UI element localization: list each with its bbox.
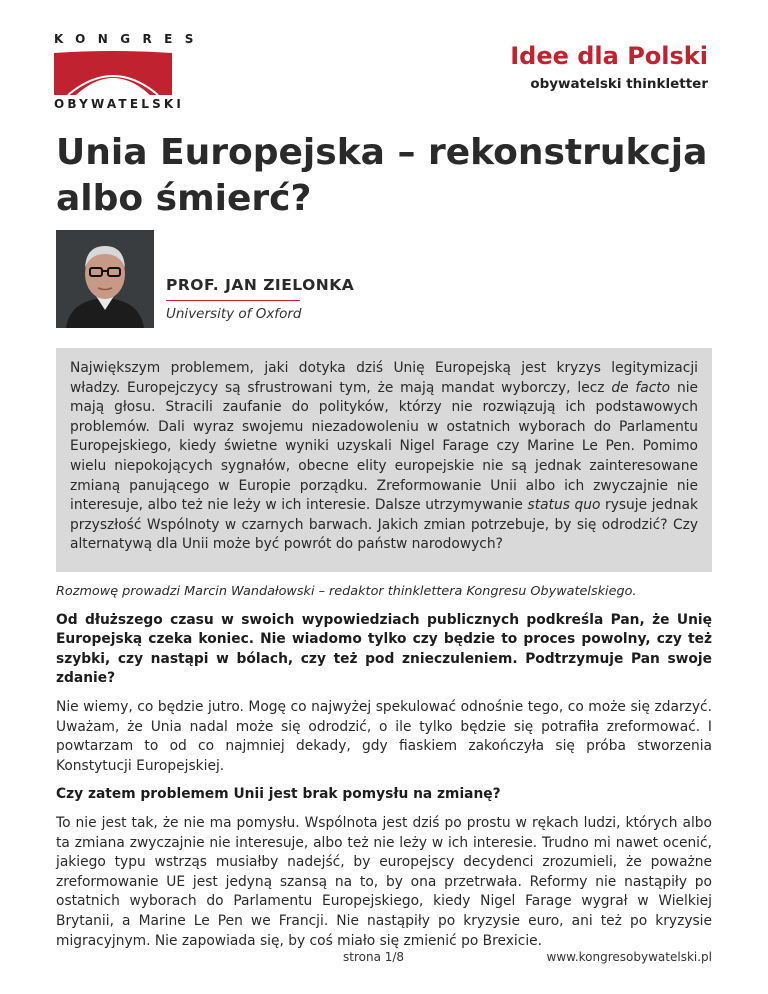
lead-text-2: nie mają głosu. Stracili zaufanie do polityków, którzy nie rozwiązują ich podstawowych problemów. Dali wyraz swojemu niezadowoleniu w ostatnich wyborach do Parlamentu Europejskiego, kiedy świetne wyniki uzyskali Nigel Farage czy Marine Le Pen. Pomimo wielu niepokojących sygnałów, obecne elity europejskie nie są jednak zainteresowane zmianą panującego w Europie porządku. Zreformowanie Unii albo ich zwyczajnie nie interesuje, albo też nie leży w ich interesie. Dalsze utrzymywanie [70, 379, 699, 514]
answer-2: To nie jest tak, że nie ma pomysłu. Wspólnota jest dziś po prostu w rękach ludzi, których albo ta zmiana zwyczajnie nie interesuje, albo też nie leży w ich interesie. Trudno mi nawet ocenić, jakiego typu wstrząs musiałby nadejść, by europejscy decydenci zrozumieli, że poważne zreformowanie UE jest jedyną szansą na to, by ona przetrwała. Reformy nie nastąpiły po ostatnich wyborach do Parlamentu Europejskiego, kiedy Nigel Farage wygrał w Wielkiej Brytanii, a Marine Le Pen we Francji. Nie nastąpiły po kryzysie euro, ani też po kryzysie migracyjnym. Nie zapowiada się, by coś miało się zmienić po Brexicie. [56, 814, 712, 949]
footer-url: www.kongresobywatelski.pl [546, 950, 712, 964]
series-header [510, 42, 708, 92]
question-1: Od dłuższego czasu w swoich wypowiedziach publicznych podkreśla Pan, że Unię Europejską czeka koniec. Nie wiadomo tylko czy będzie to proces powolny, czy też szybki, czy nastąpi w bólach, czy też pod znieczuleniem. Podtrzymuje Pan swoje zdanie? [56, 611, 712, 687]
author-affiliation: University of Oxford [166, 306, 302, 322]
author-divider [166, 300, 300, 301]
series-title: Idee dla Polski [510, 42, 708, 70]
author-name: PROF. JAN ZIELONKA [166, 276, 355, 294]
lead-text-1: Największym problemem, jaki dotyka dziś Unię Europejską jest kryzys legitymizacji władzy. Europejczycy są sfrustrowani tym, że mają mandat wyborczy, lecz [70, 360, 698, 396]
article-title: Unia Europejska – rekonstrukcja albo śmierć? [56, 132, 708, 219]
lead-text-3: rysuje jednak przyszłość Wspólnoty w czarnych barwach. Jakich zmian potrzebuje, by się odrodzić? Czy alternatywą dla Unii może być powrót do państw narodowych? [70, 497, 698, 553]
logo-arch-icon [54, 49, 172, 95]
author-portrait-icon [56, 230, 154, 328]
logo-top-text: KONGRES [54, 32, 206, 46]
lead-emphasis-1: de facto [611, 379, 671, 396]
lead-emphasis-2: status quo [527, 497, 601, 514]
series-subtitle: obywatelski thinkletter [530, 76, 708, 92]
logo [54, 32, 206, 111]
interviewer-note: Rozmowę prowadzi Marcin Wandałowski – redaktor thinklettera Kongresu Obywatelskiego. [56, 584, 637, 599]
answer-1: Nie wiemy, co będzie jutro. Mogę co najwyżej spekulować odnośnie tego, co może się zdarzyć. Uważam, że Unia nadal może się odrodzić, o ile tylko będzie się potrafiła zreformować. I powtarzam to od co najmniej dekady, gdy fiaskiem zakończyła się próba stworzenia Konstytucji Europejskiej. [56, 698, 712, 774]
question-2: Czy zatem problemem Unii jest brak pomysłu na zmianę? [56, 786, 501, 803]
page-number: strona 1/8 [343, 950, 405, 964]
lead-box [56, 348, 712, 572]
logo-bottom-text: OBYWATELSKI [54, 97, 185, 111]
article-body [56, 582, 712, 960]
lead-paragraph [70, 359, 698, 555]
author-photo [56, 230, 154, 328]
